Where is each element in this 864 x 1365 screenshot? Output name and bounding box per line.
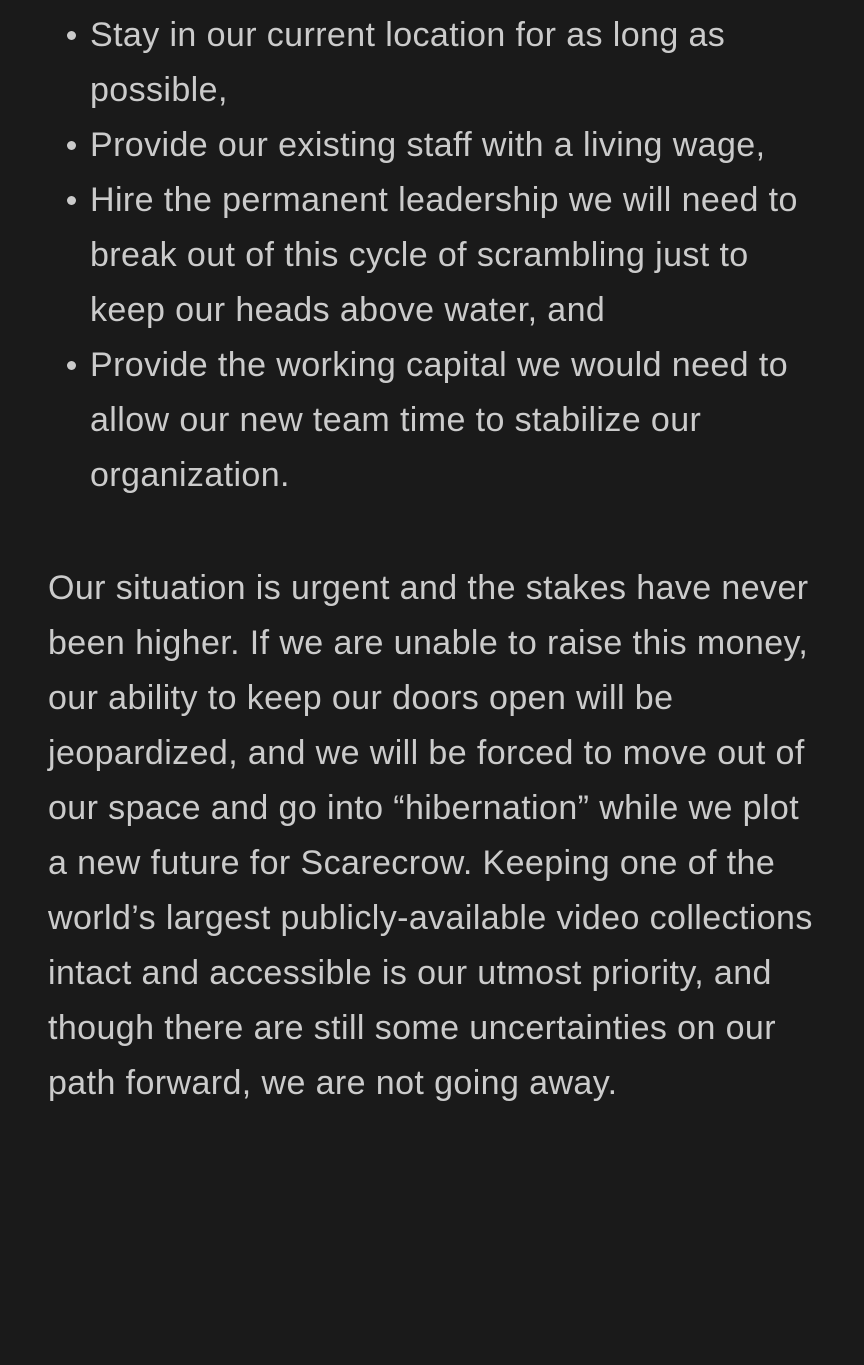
list-item xyxy=(90,8,820,118)
list-item xyxy=(90,173,820,338)
bullet-icon xyxy=(67,196,76,205)
bullet-icon xyxy=(67,31,76,40)
bullet-icon xyxy=(67,361,76,370)
body-paragraph: Our situation is urgent and the stakes have never been higher. If we are unable to raise this money, our ability to keep our doors open will be jeopardized, and we will be forced to move out of our space and go into “hibernation” while we plot a new future for Scarecrow. Keeping one of the world’s largest publicly-available video collections intact and accessible is our utmost priority, and though there are still some uncertainties on our path forward, we are not going away. xyxy=(48,569,813,1102)
list-item xyxy=(90,338,820,503)
list-item-text: Provide the working capital we would need to allow our new team time to stabilize our organization. xyxy=(90,346,788,494)
list-item-text: Stay in our current location for as long as possible, xyxy=(90,16,726,109)
goals-list xyxy=(48,8,820,503)
list-item-text: Provide our existing staff with a living wage, xyxy=(90,126,766,164)
list-item xyxy=(90,118,820,173)
list-item-text: Hire the permanent leadership we will need to break out of this cycle of scrambling just to keep our heads above water, and xyxy=(90,181,798,329)
bullet-icon xyxy=(67,141,76,150)
